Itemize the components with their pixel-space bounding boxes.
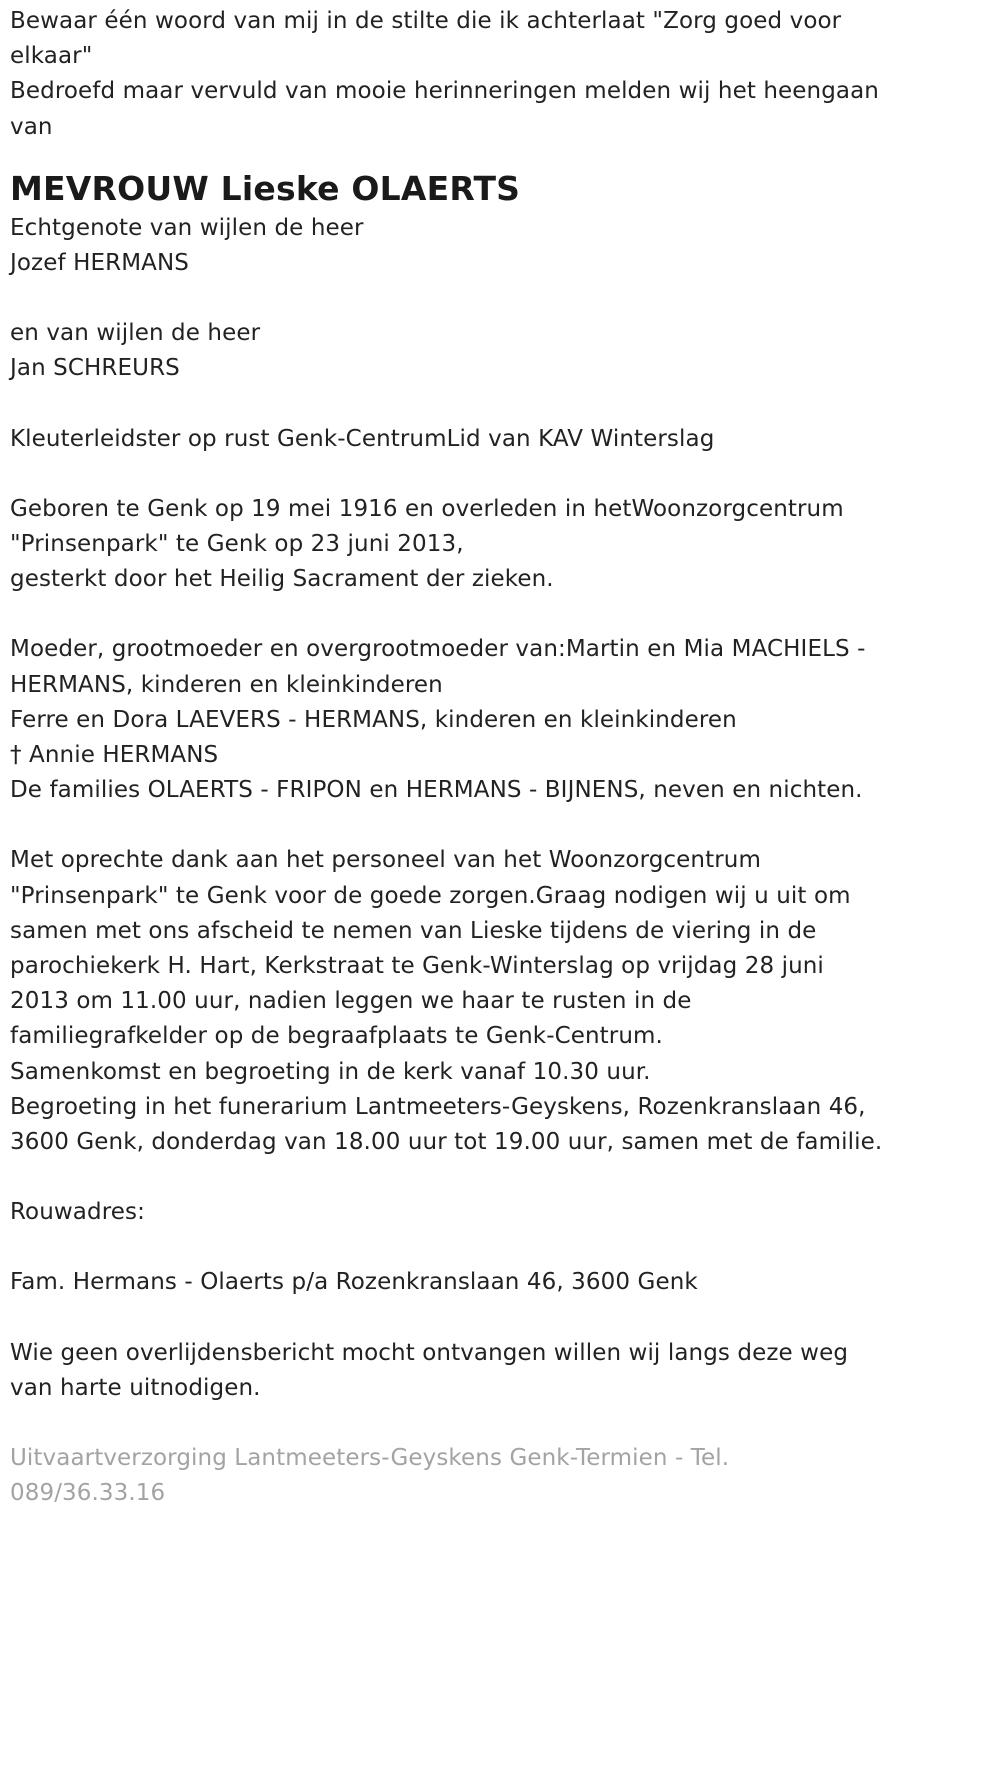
spacer: [10, 387, 890, 422]
deceased-name: MEVROUW Lieske OLAERTS: [10, 168, 521, 208]
address-label: Rouwadres:: [10, 1199, 145, 1226]
spacer: [10, 281, 890, 316]
intro-quote: Bewaar één woord van mij in de stilte die ik achterlaat "Zorg goed voor elkaar": [10, 8, 842, 70]
spacer: [10, 1230, 890, 1265]
spacer: [10, 597, 890, 632]
spouse-second: en van wijlen de heer Jan SCHREURS: [10, 320, 261, 382]
intro-announcement: Bedroefd maar vervuld van mooie herinneringen melden wij het heengaan van: [10, 78, 879, 140]
spouse-first: Echtgenote van wijlen de heer Jozef HERMANS: [10, 214, 364, 277]
ceremony-text: Met oprechte dank aan het personeel van het Woonzorgcentrum "Prinsenpark" te Genk voor de goede zorgen.Graag nodigen wij u uit om samen met ons afscheid te nemen van Lieske tijdens de viering in de parochiekerk H. Hart, Kerkstraat te Genk-Winterslag op vrijdag 28 juni 2013 om 11.00 uur, nadien leggen we haar te rusten in de familiegrafkelder op de begraafplaats te Genk-Centrum. Samenkomst en begroeting in de kerk vanaf 10.30 uur. Begroeting in het funerarium Lantmeeters-Geyskens, Rozenkranslaan 46, 3600 Genk, donderdag van 18.00 uur tot 19.00 uur, samen met de familie.: [10, 847, 883, 1156]
birth-death-text: Geboren te Genk op 19 mei 1916 en overleden in hetWoonzorgcentrum "Prinsenpark" te Genk op 23 juni 2013, gesterkt door het Heilig Sacrament der zieken.: [10, 495, 844, 593]
address-value: Fam. Hermans - Olaerts p/a Rozenkranslaan 46, 3600 Genk: [10, 1269, 698, 1296]
family-text: Moeder, grootmoeder en overgrootmoeder van:Martin en Mia MACHIELS - HERMANS, kinderen en kleinkinderen Ferre en Dora LAEVERS - HERMANS, kinderen en kleinkinderen † Annie HERMANS De families OLAERTS - FRIPON en HERMANS - BIJNENS, neven en nichten.: [10, 636, 866, 804]
occupation-text: Kleuterleidster op rust Genk-CentrumLid van KAV Winterslag: [10, 425, 715, 452]
funeral-director-footer: Uitvaartverzorging Lantmeeters-Geyskens Genk-Termien - Tel. 089/36.33.16: [10, 1445, 730, 1507]
spacer: [10, 457, 890, 492]
spacer: [10, 1160, 890, 1195]
closing-text: Wie geen overlijdensbericht mocht ontvangen willen wij langs deze weg van harte uitnodigen.: [10, 1339, 849, 1401]
spacer: [10, 808, 890, 843]
spacer: [10, 1406, 890, 1441]
spacer: [10, 145, 890, 163]
obituary-content: [10, 4, 890, 1512]
spacer: [10, 1301, 890, 1336]
